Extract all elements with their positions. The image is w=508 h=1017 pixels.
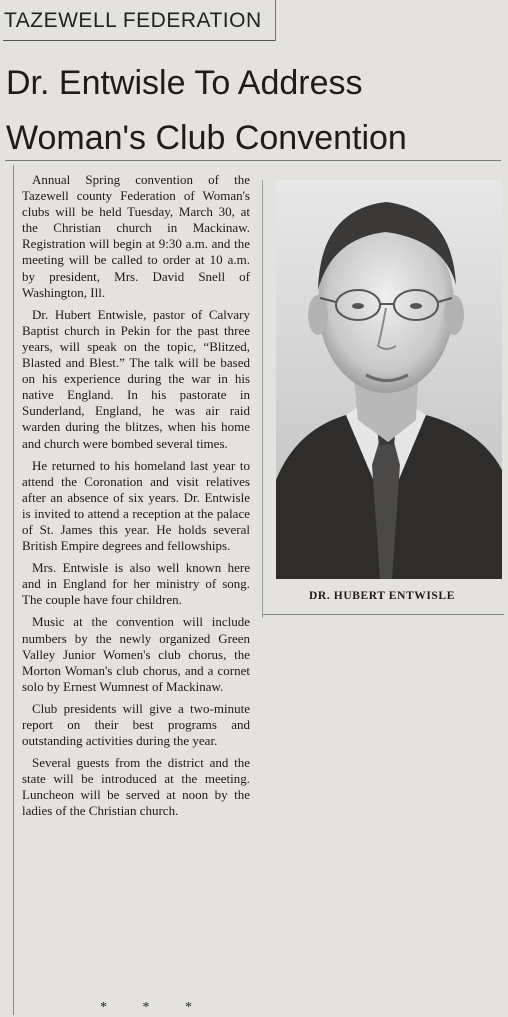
caption-rule — [262, 614, 504, 615]
portrait-photo — [276, 180, 502, 579]
portrait-photo-icon — [276, 180, 502, 579]
paragraph-6: Club presidents will give a two-minute report on their best programs and outstanding activities during the year. — [22, 700, 250, 749]
section-kicker: TAZEWELL FEDERATION — [4, 9, 262, 32]
paragraph-4: Mrs. Entwisle is also well known here and in England for her ministry of song. The couple have four children. — [22, 560, 250, 608]
paragraph-3: He returned to his homeland last year to attend the Coronation and visit relatives after an absence of six years. Dr. Entwisle is invited to attend a reception at the palace of St. James this year. He holds several British Empire degrees and fellowships. — [22, 457, 250, 554]
photo-caption: DR. HUBERT ENTWISLE — [309, 590, 455, 602]
article-body — [22, 172, 250, 826]
paragraph-7: Several guests from the district and the state will be introduced at the meeting. Luncheon will be served at noon by the ladies of the Christian church. — [22, 755, 250, 819]
left-column-rule — [13, 165, 14, 1015]
paragraph-1: Annual Spring convention of the Tazewell county Federation of Woman's clubs will be held Tuesday, March 30, at the Christian church in Mackinaw. Registration will begin at 9:30 a.m. and the meeting will be called to order at 10 a.m. by president, Mrs. David Snell of Washington, Ill. — [22, 172, 250, 300]
kicker-side-rule — [275, 0, 276, 41]
kicker-rule — [3, 40, 275, 41]
headline-line-1: Dr. Entwisle To Address — [6, 64, 363, 102]
end-mark: * * * — [100, 1000, 208, 1015]
column-divider — [262, 180, 263, 618]
headline — [6, 56, 506, 166]
paragraph-2: Dr. Hubert Entwisle, pastor of Calvary Baptist church in Pekin for the past three years, will speak on the topic, “Blitzed, Blasted and Blest.” The talk will be based on his experience during the war in his native England. In his pastorate in Sunderland, England, he was air raid warden during the blitzes, when his home and church were bombed several times. — [22, 306, 250, 451]
paragraph-5: Music at the convention will include numbers by the newly organized Green Valley Junior Women's club chorus, the Morton Woman's club chorus, and a cornet solo by Ernest Wumnest of Mackinaw. — [22, 614, 250, 694]
headline-line-2: Woman's Club Convention — [6, 119, 407, 157]
headline-rule — [5, 160, 501, 161]
